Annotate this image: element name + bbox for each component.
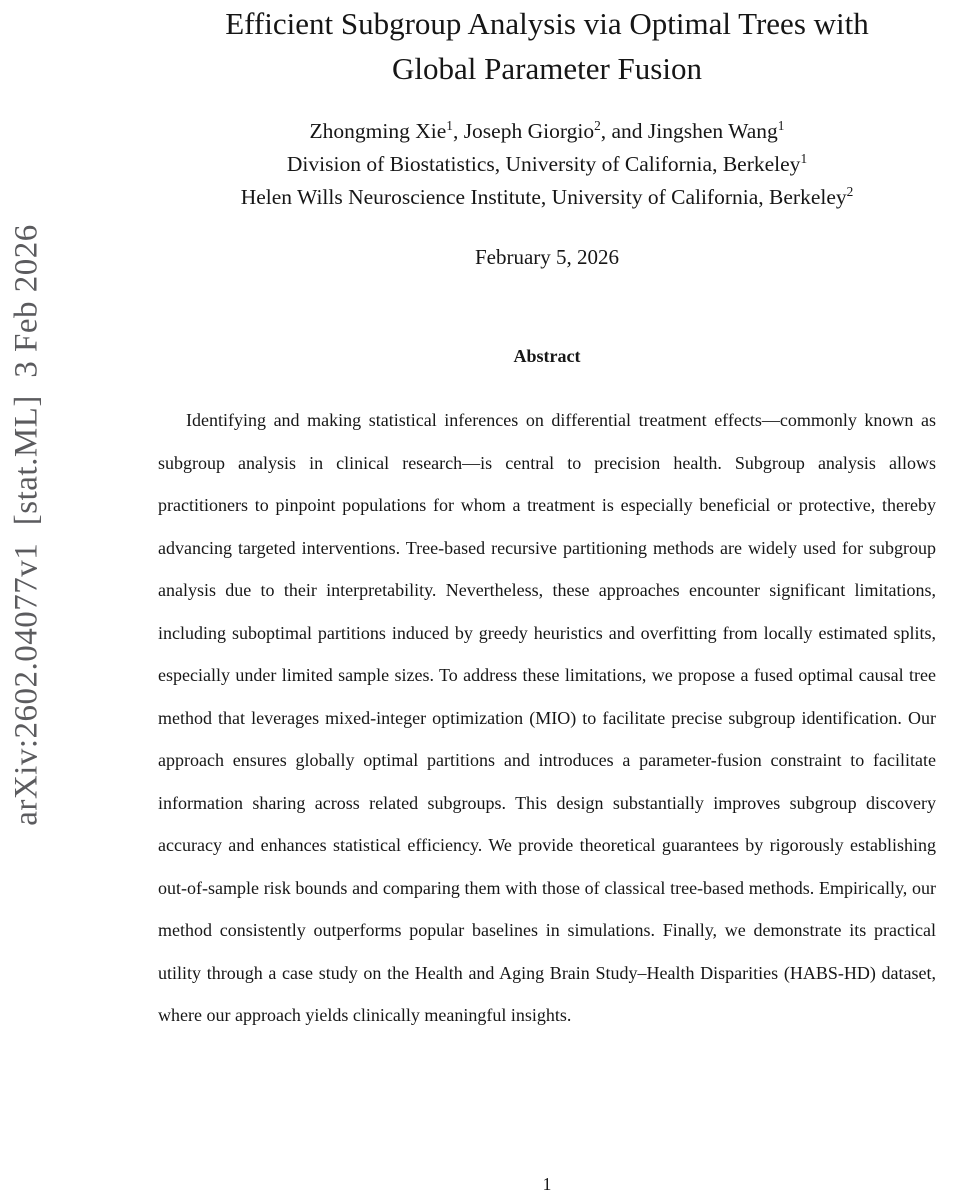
affiliation-text-1: Division of Biostatistics, University of California, Berkeley [286,152,801,176]
abstract-heading: Abstract [513,346,581,366]
affiliation-mark-2: 2 [846,183,854,199]
author-line [137,115,956,148]
author-name-1: Zhongming Xie [309,119,447,143]
abstract-text: Identifying and making statistical inferences on differential treatment effects—commonly known as subgroup analysis in clinical research—is central to precision health. Subgroup analysis allows practitioners to pinpoint populations for whom a treatment is especially beneficial or protective, thereby advancing targeted interventions. Tree-based recursive partitioning methods are widely used for subgroup analysis due to their interpretability. Nevertheless, these approaches encounter significant limitations, including suboptimal partitions induced by greedy heuristics and overfitting from locally estimated splits, especially under limited sample sizes. To address these limitations, we propose a fused optimal causal tree method that leverages mixed-integer optimization (MIO) to facilitate precise subgroup identification. Our approach ensures globally optimal partitions and introduces a parameter-fusion constraint to facilitate information sharing across related subgroups. This design substantially improves subgroup discovery accuracy and enhances statistical efficiency. We provide theoretical guarantees by rigorously establishing out-of-sample risk bounds and comparing them with those of classical tree-based methods. Empirically, our method consistently outperforms popular baselines in simulations. Finally, we demonstrate its practical utility through a case study on the Health and Aging Brain Study–Health Disparities (HABS-HD) dataset, where our approach yields clinically meaningful insights. [158,410,936,1025]
author-name-2: , Joseph Giorgio [452,119,595,143]
paper-title [137,0,956,91]
affiliation-line-2 [137,181,956,214]
author-name-3: , and Jingshen Wang [600,119,778,143]
page-number: 1 [542,1174,552,1194]
paper-date: February 5, 2026 [474,245,620,269]
author-block [137,115,956,214]
title-line-2: Global Parameter Fusion [392,51,702,86]
author-affil-mark-2: 2 [594,117,601,133]
author-affil-mark-3: 1 [777,117,785,133]
author-affil-mark-1: 1 [446,117,453,133]
affiliation-mark-1: 1 [800,150,808,166]
affiliation-text-2: Helen Wills Neuroscience Institute, University of California, Berkeley [240,185,847,209]
affiliation-line-1 [137,148,956,181]
title-line-1: Efficient Subgroup Analysis via Optimal Trees with [225,6,869,41]
paper-page [137,0,956,1200]
arxiv-watermark: arXiv:2602.04077v1 [stat.ML] 3 Feb 2026 [8,224,45,826]
